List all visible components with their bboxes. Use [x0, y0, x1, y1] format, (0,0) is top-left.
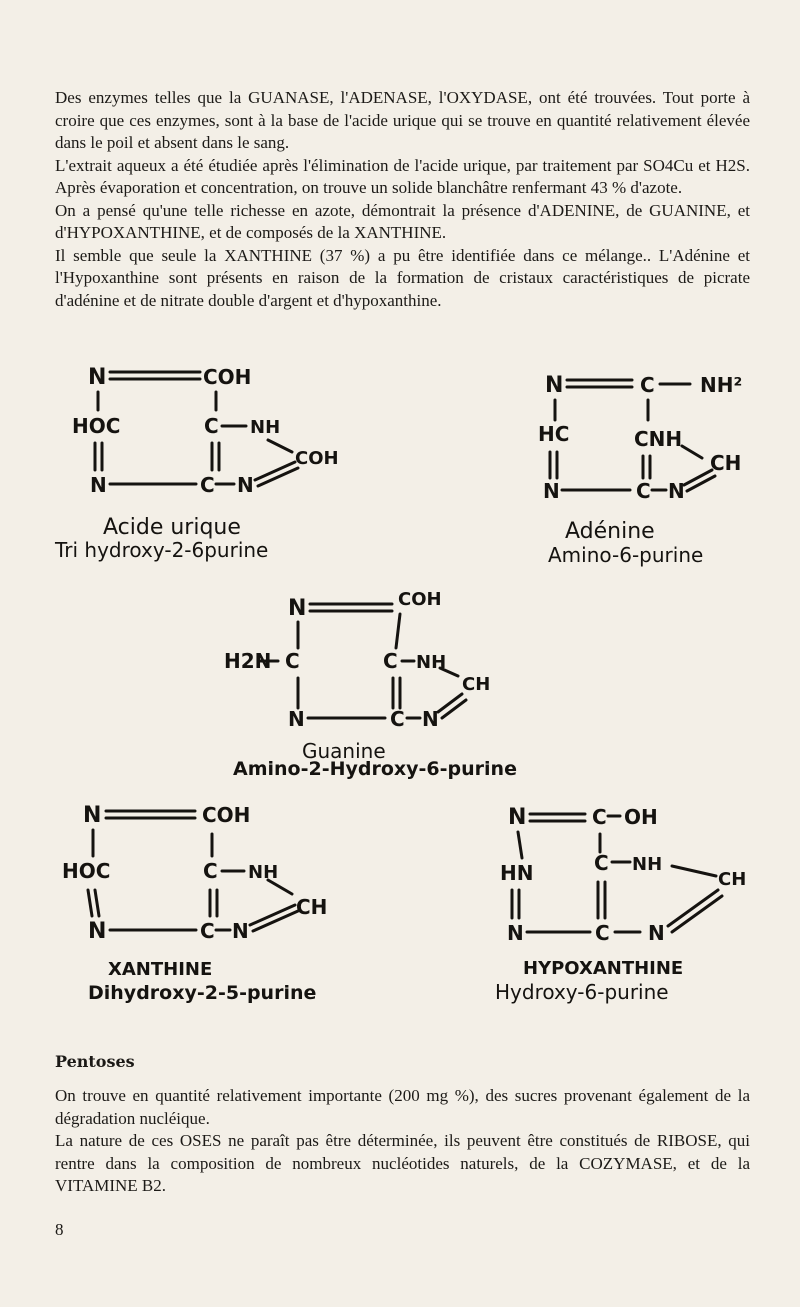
atom-label: N	[508, 805, 527, 830]
atom-label: COH	[202, 803, 251, 827]
atom-label: CNH	[634, 427, 683, 451]
atom-label: COH	[203, 365, 252, 389]
atom-label: H2N	[224, 649, 272, 673]
paragraph: Il semble que seule la XANTHINE (37 %) a pu être identifiée dans ce mélange.. L'Adénine et l'Hypoxanthine sont présents en raison de la formation de cristaux caractéristiques de picrate d'adénine et de nitrate double d'argent et d'hypoxanthine.	[55, 245, 750, 310]
compound-formula: Dihydroxy-2-5-purine	[88, 982, 317, 1004]
paragraph: On a pensé qu'une telle richesse en azote, démontrait la présence d'ADENINE, de GUANINE, et d'HYPOXANTHINE, et de composés de la XANTHINE.	[55, 200, 750, 242]
compound-formula: Tri hydroxy-2-6purine	[55, 538, 269, 562]
compound-name: Adénine	[565, 519, 655, 544]
atom-label: N	[422, 707, 439, 731]
compound-formula: Amino-2-Hydroxy-6-purine	[233, 758, 517, 780]
atom-label: N	[668, 479, 685, 503]
atom-label: CH	[710, 451, 742, 475]
atom-label: C	[640, 373, 655, 397]
atom-label: NH	[248, 862, 279, 883]
paragraph: L'extrait aqueux a été étudiée après l'élimination de l'acide urique, par traitement par SO4Cu et H2S. Après évaporation et concentration, on trouve un solide blanchâtre renfermant 43 % d'azote.	[55, 155, 750, 197]
atom-label: N	[88, 365, 107, 390]
atom-label: HOC	[72, 414, 121, 438]
atom-label: HOC	[62, 859, 111, 883]
atom-label: NH	[250, 417, 281, 438]
atom-label: N	[648, 921, 665, 945]
compound-formula: Hydroxy-6-purine	[495, 980, 669, 1004]
atom-label: CH	[718, 869, 747, 890]
atom-label: N	[288, 596, 307, 621]
pentoses-text	[55, 1085, 750, 1198]
compound-name: Acide urique	[103, 515, 241, 540]
structure-adenine	[538, 373, 742, 567]
structure-hypoxanthine	[495, 805, 746, 1004]
page-number: 8	[55, 1220, 64, 1239]
atom-label: C	[390, 707, 405, 731]
compound-name: Guanine	[302, 739, 386, 763]
atom-label: HC	[538, 422, 570, 446]
atom-label: C	[592, 805, 607, 829]
atom-label: HN	[500, 861, 534, 885]
paragraph: La nature de ces OSES ne paraît pas être déterminée, ils peuvent être constitués de RIBOSE, qui rentre dans la composition de nombreux nucléotides naturels, de la COZYMASE, et de la VITAMINE B2.	[55, 1131, 750, 1195]
atom-label: N	[507, 921, 524, 945]
atom-label: NH	[416, 652, 447, 673]
atom-label: CH	[462, 674, 491, 695]
atom-label: N	[543, 479, 560, 503]
atom-label: N	[545, 373, 564, 398]
compound-formula: Amino-6-purine	[548, 543, 704, 567]
atom-label: COH	[295, 448, 339, 469]
atom-label: N	[237, 473, 254, 497]
atom-label: C	[200, 919, 215, 943]
atom-label: CH	[296, 895, 328, 919]
paragraph: On trouve en quantité relativement importante (200 mg %), des sucres provenant également de la dégradation nucléique.	[55, 1086, 750, 1128]
atom-label: NH²	[700, 373, 743, 397]
structure-xanthine	[62, 803, 327, 1004]
compound-name: HYPOXANTHINE	[523, 958, 684, 979]
atom-label: C	[204, 414, 219, 438]
atom-label: C	[595, 921, 610, 945]
atom-label: C	[203, 859, 218, 883]
atom-label: C	[636, 479, 651, 503]
atom-label: N	[288, 707, 305, 731]
paragraph: Des enzymes telles que la GUANASE, l'ADENASE, l'OXYDASE, ont été trouvées. Tout porte à croire que ces enzymes, sont à la base de l'acide urique qui se trouve en quantité relativement élevée dans le poil et absent dans le sang.	[55, 88, 750, 152]
structure-acide-urique	[54, 365, 339, 562]
atom-label: N	[83, 803, 102, 828]
section-heading: Pentoses	[55, 1052, 135, 1071]
compound-name: XANTHINE	[108, 959, 213, 980]
atom-label: C	[200, 473, 215, 497]
atom-label: C	[285, 649, 300, 673]
atom-label: N	[88, 919, 107, 944]
structure-guanine	[224, 589, 517, 780]
atom-label: C	[594, 851, 609, 875]
atom-label: C	[383, 649, 398, 673]
atom-label: N	[232, 919, 249, 943]
atom-label: NH	[632, 854, 663, 875]
atom-label: N	[90, 473, 107, 497]
atom-label: OH	[624, 805, 658, 829]
atom-label: COH	[398, 589, 442, 610]
